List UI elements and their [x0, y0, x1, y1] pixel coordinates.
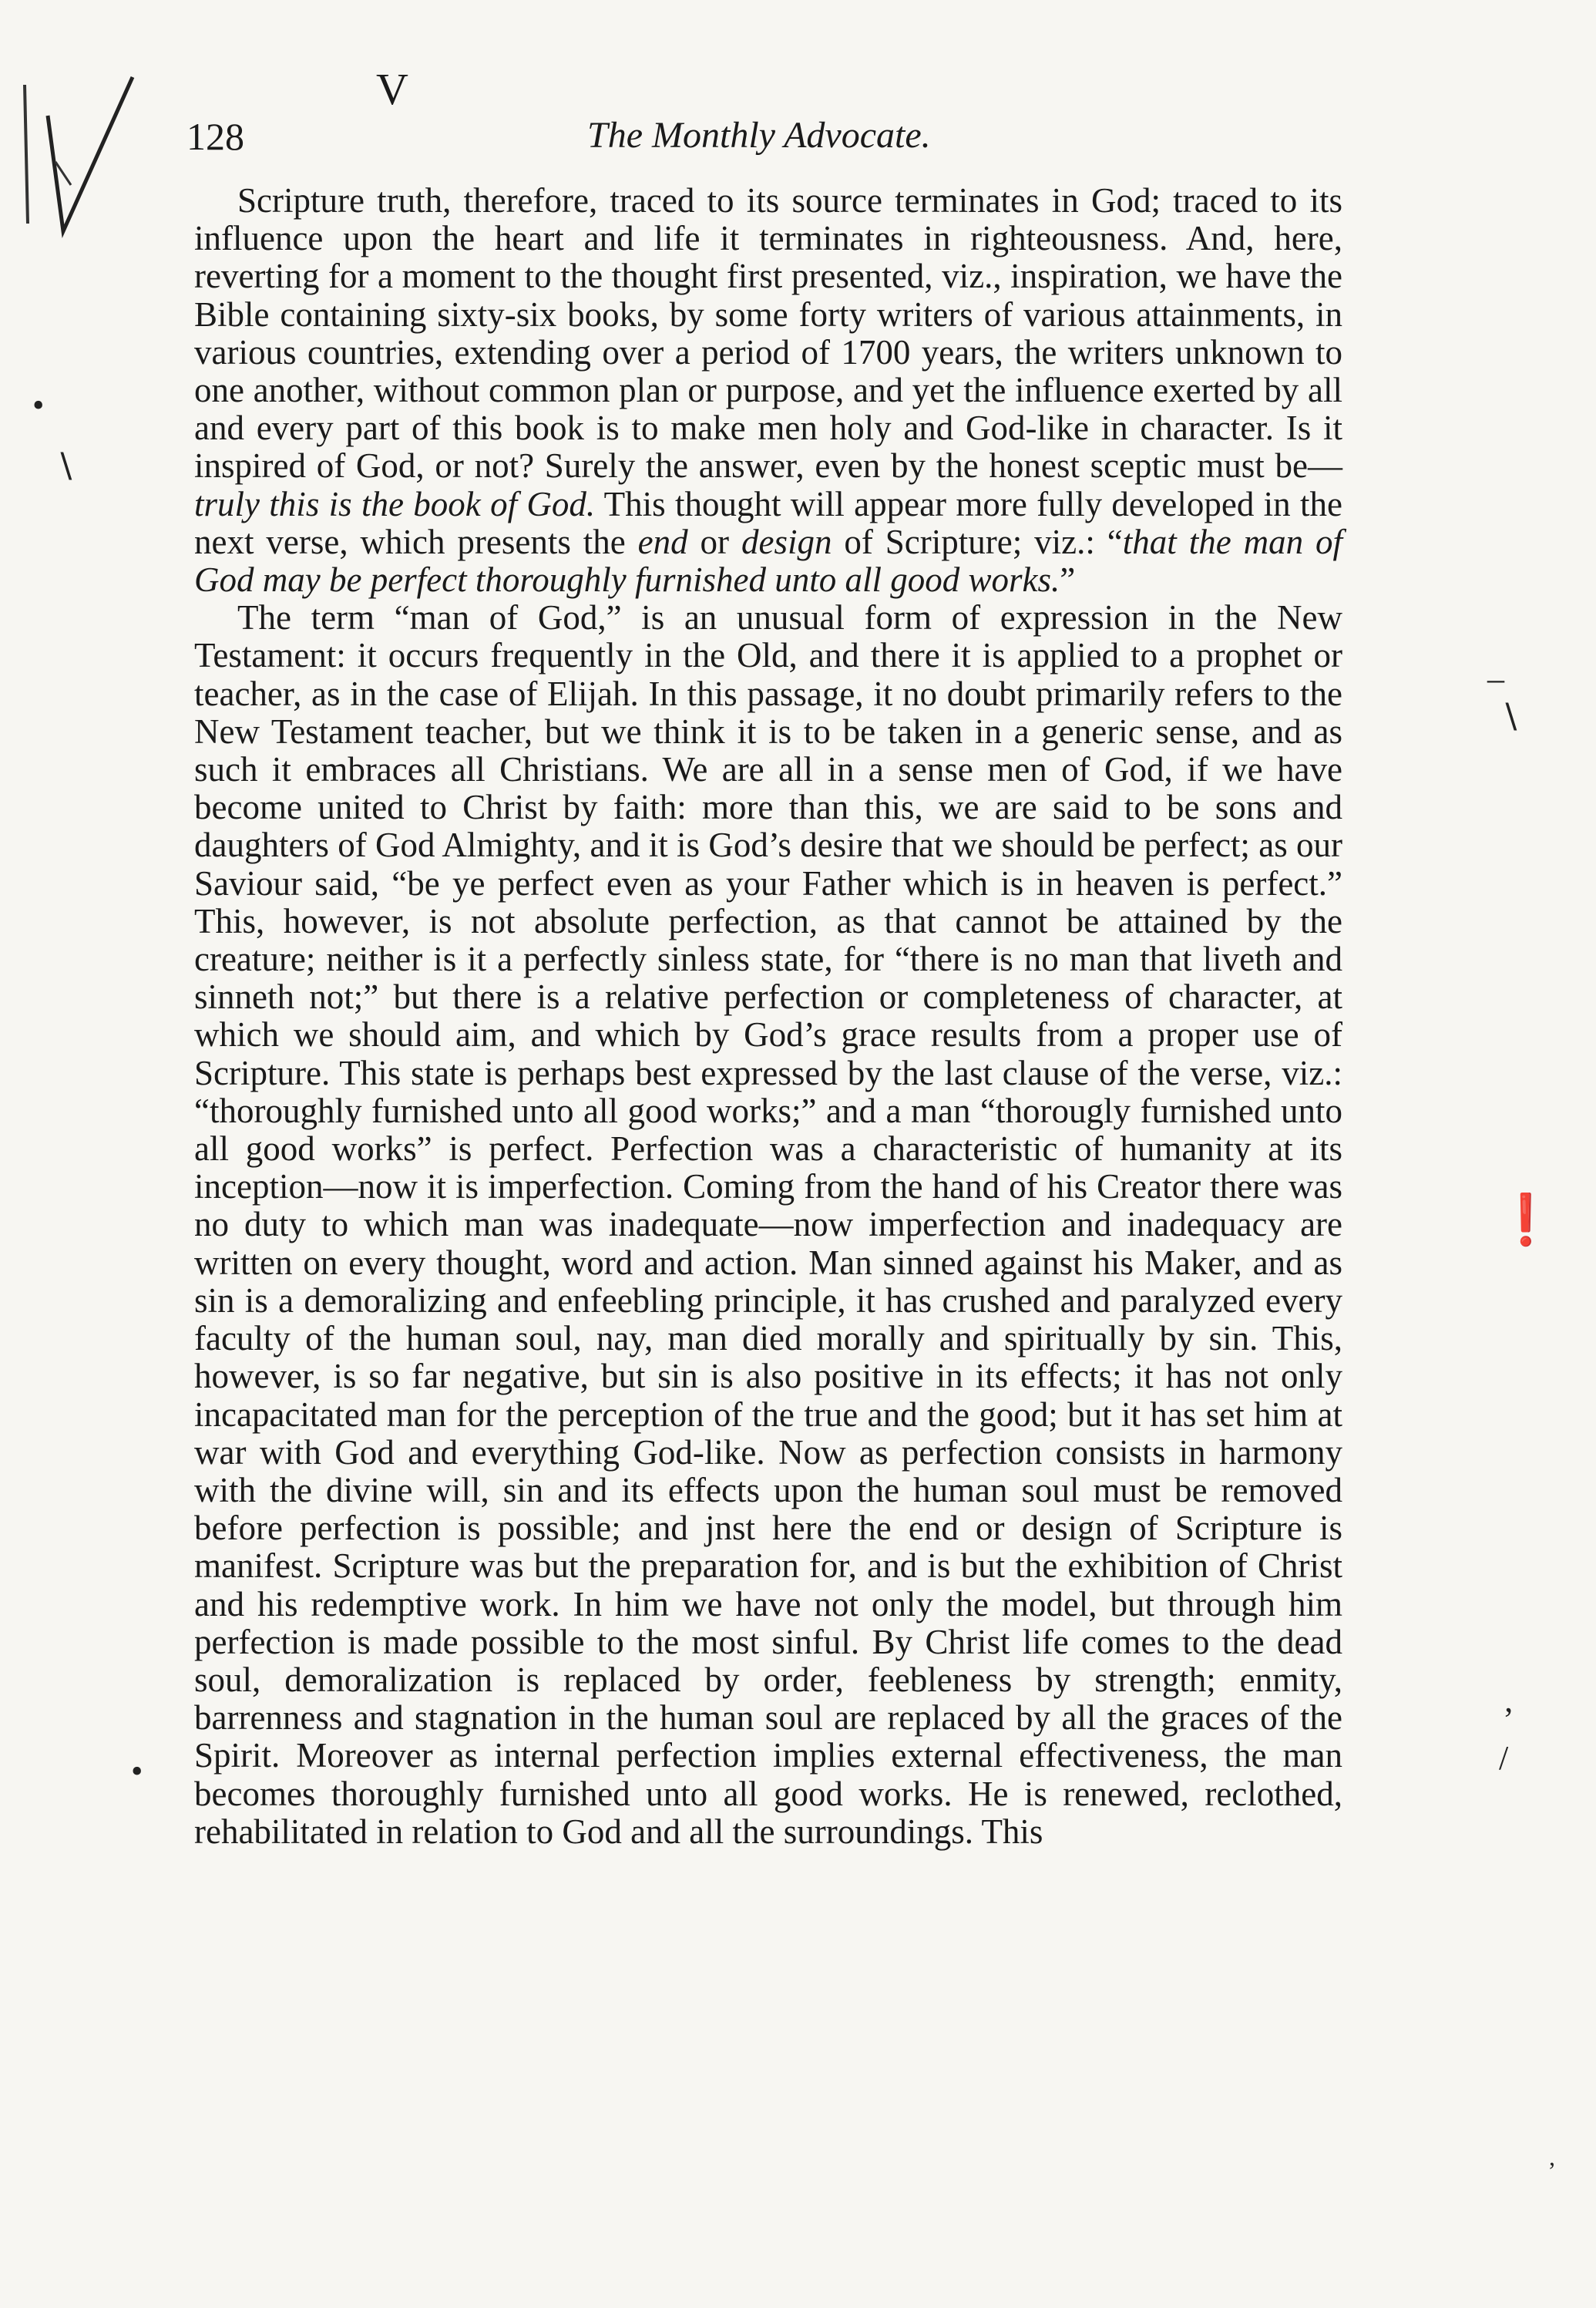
margin-mark: ❗	[1495, 1193, 1557, 1247]
p1-italic-4: that the man of God may be perfect thoroughly furnished unto all good works.	[194, 522, 1343, 600]
p1-text-mid-3: of Scripture; viz.: “	[832, 522, 1123, 561]
pencil-check-mark	[17, 69, 156, 239]
p1-text-mid-1: This thought will appear more fully developed in the next verse, which presents the	[194, 484, 1342, 561]
p1-italic-3: design	[741, 522, 832, 561]
margin-mark: •	[32, 386, 45, 424]
p1-text-before-italic: Scripture truth, therefore, traced to its source terminates in God; traced to its influence upon the heart and life it terminates in righteousness. And, here, reverting for a moment to the thought first presented, viz., inspiration, we have the Bible containing sixty-six books, by some forty writers of various attainments, in various countries, extending over a period of 1700 years, the writers unknown to one another, without common plan or purpose, and yet the influence exerted by all and every part of this book is to make men holy and God-like in character. Is it inspired of God, or not? Surely the answer, even by the honest sceptic must be—	[194, 181, 1342, 486]
margin-mark: •	[131, 1752, 143, 1790]
p1-text-end: ”	[1060, 560, 1076, 600]
margin-mark: ,	[1549, 2143, 1555, 2171]
page-number: 128	[186, 115, 244, 158]
p1-italic-1: truly this is the book of God.	[194, 484, 596, 523]
paragraph-2: The term “man of God,” is an unusual form of expression in the New Testament: it occurs frequently in the Old, and there it is applied to a prophet or teacher, as in the case of Elijah. In this passage, it no doubt primarily refers to the New Testament teacher, but we think it is to be taken in a generic sense, and as such it embraces all Christians. We are all in a sense men of God, if we have become united to Christ by faith: more than this, we are said to be sons and daughters of God Almighty, and it is God’s desire that we should be perfect; as our Saviour said, “be ye perfect even as your Father which is in heaven is perfect.” This, however, is not absolute perfection, as that cannot be attained by the creature; neither is it a perfectly sinless state, for “there is no man that liveth and sinneth not;” but there is a relative perfection or completeness of character, at which we should aim, and which by God’s grace results from a proper use of Scripture. This state is perhaps best expressed by the last clause of the verse, viz.: “thoroughly furnished unto all good works;” and a man “thorougly furnished unto all good works” is perfect. Perfection was a characteristic of humanity at its inception—now it is imperfection. Coming from the hand of his Creator there was no duty to which man was inadequate—now imperfection and inadequacy are written on every thought, word and action. Man sinned against his Maker, and as sin is a demoralizing and enfeebling principle, it has crushed and paralyzed every faculty of the human soul, nay, man died morally and spiritually by sin. This, however, is so far negative, but sin is also positive in its effects; it has not only incapacitated man for the perception of the true and the good; but it has set him at war with God and everything God-like. Now as perfection consists in harmony with the divine will, sin and its effects upon the human soul must be removed before perfection is possible; and jnst here the end or design of Scripture is manifest. Scripture was but the preparation for, and is but the exhibition of Christ and his redemptive work. In him we have not only the model, but through him perfection is made possible to the most sinful. By Christ life comes to the dead soul, demoralization is replaced by order, feebleness by strength; enmity, barrenness and stagnation in the human soul are replaced by all the graces of the Spirit. Moreover as internal perfection implies external effectiveness, the man becomes thoroughly furnished unto all good works. He is renewed, reclothed, rehabilitated in relation to God and all the surroundings. This	[194, 598, 1342, 1851]
paragraph-1	[194, 182, 1342, 599]
running-title: The Monthly Advocate.	[587, 115, 931, 156]
body-text	[194, 182, 1342, 1851]
margin-mark: ∖	[1499, 698, 1521, 736]
page-header	[171, 114, 1342, 176]
margin-mark: –	[1487, 660, 1504, 698]
p1-text-mid-2: or	[687, 522, 741, 561]
margin-mark: /	[1499, 1739, 1509, 1777]
margin-mark: ∖	[54, 448, 76, 486]
p1-italic-2: end	[637, 522, 688, 561]
margin-mark: ’	[1503, 1701, 1514, 1738]
top-mark: V	[376, 64, 408, 114]
